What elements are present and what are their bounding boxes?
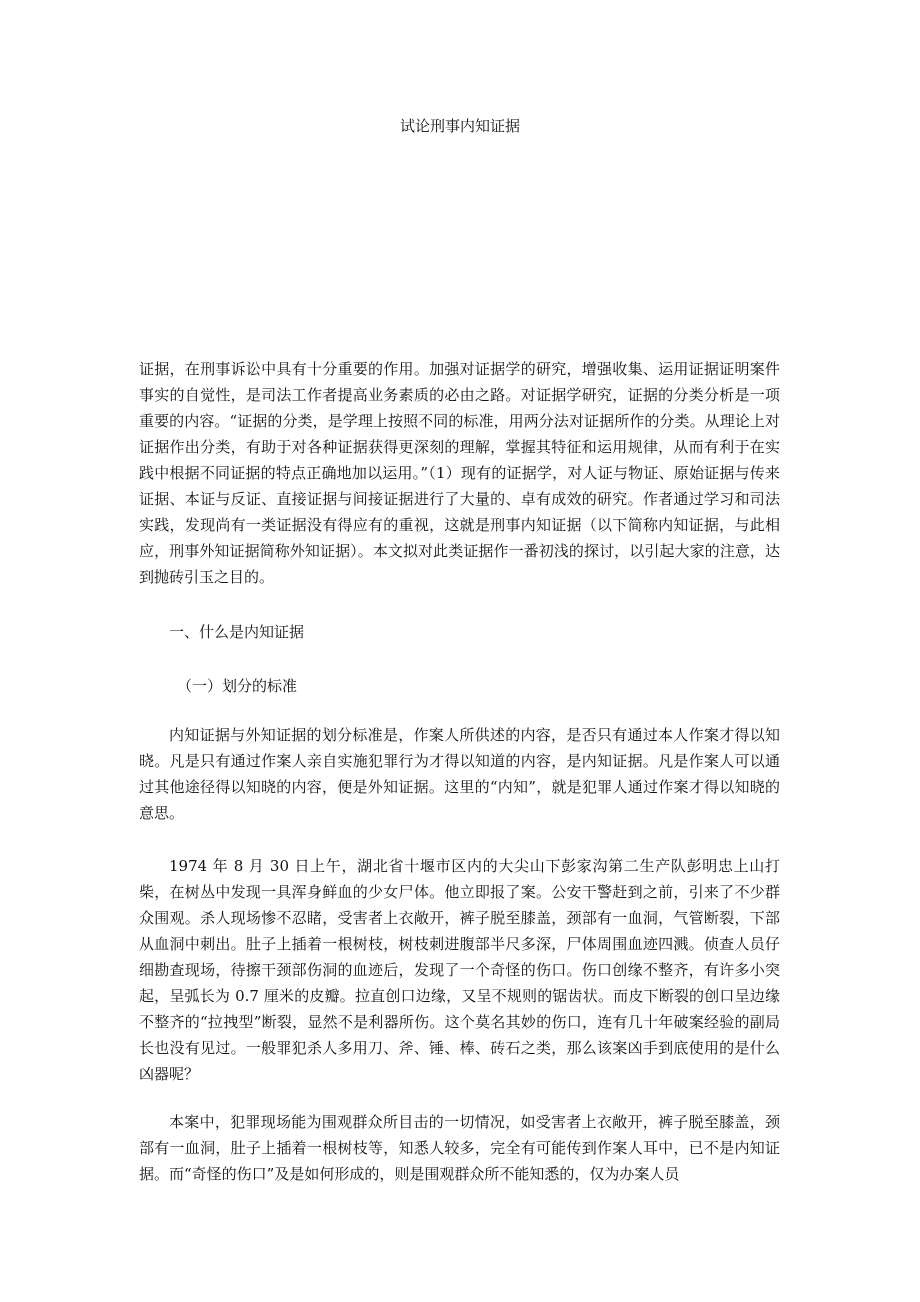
subsection-heading: （一）划分的标准	[177, 677, 298, 695]
case-paragraph: 1974 年 8 月 30 日上午，湖北省十堰市区内的大尖山下彭家沟第二生产队彭明忠上山打柴，在树丛中发现一具浑身鲜血的少女尸体。他立即报了案。公安干警赶到之前，引来了不少群众围观。杀人现场惨不忍睹，受害者上衣敞开，裤子脱至膝盖，颈部有一血洞，气管断裂，下部从血洞中刺出。肚子上插着一根树枝，树枝刺进腹部半尺多深，尸体周围血迹四溅。侦查人员仔细勘查现场，待擦干颈部伤洞的血迹后，发现了一个奇怪的伤口。伤口创缘不整齐，有许多小突起，呈弧长为 0.7 厘米的皮瓣。拉直创口边缘，又呈不规则的锯齿状。而皮下断裂的创口呈边缘不整齐的“拉拽型”断裂，显然不是利器所伤。这个莫名其妙的伤口，连有几十年破案经验的副局长也没有见过。一般罪犯杀人多用刀、斧、锤、棒、砖石之类，那么该案凶手到底使用的是什么凶器呢？	[139, 857, 780, 1083]
section-heading: 一、什么是内知证据	[169, 623, 305, 641]
document-title: 试论刑事内知证据	[399, 117, 520, 135]
standard-paragraph: 内知证据与外知证据的划分标准是，作案人所供述的内容，是否只有通过本人作案才得以知晓。凡是只有通过作案人亲自实施犯罪行为才得以知道的内容，是内知证据。凡是作案人可以通过其他途径得以知晓的内容，便是外知证据。这里的“内知”，就是犯罪人通过作案才得以知晓的意思。	[139, 726, 780, 822]
analysis-paragraph: 本案中，犯罪现场能为围观群众所目击的一切情况，如受害者上衣敞开，裤子脱至膝盖，颈部有一血洞，肚子上插着一根树枝等，知悉人较多，完全有可能传到作案人耳中，已不是内知证据。而“奇怪的伤口”及是如何形成的，则是围观群众所不能知悉的，仅为办案人员	[139, 1113, 780, 1183]
intro-paragraph: 证据，在刑事诉讼中具有十分重要的作用。加强对证据学的研究，增强收集、运用证据证明案件事实的自觉性，是司法工作者提高业务素质的必由之路。对证据学研究，证据的分类分析是一项重要的内容。“证据的分类，是学理上按照不同的标准，用两分法对证据所作的分类。从理论上对证据作出分类，有助于对各种证据获得更深刻的理解，掌握其特征和运用规律，从而有利于在实践中根据不同证据的特点正确地加以运用。”（1）现有的证据学，对人证与物证、原始证据与传来证据、本证与反证、直接证据与间接证据进行了大量的、卓有成效的研究。作者通过学习和司法实践，发现尚有一类证据没有得应有的重视，这就是刑事内知证据（以下简称内知证据，与此相应，刑事外知证据简称外知证据）。本文拟对此类证据作一番初浅的探讨，以引起大家的注意，达到抛砖引玉之目的。	[139, 360, 780, 586]
